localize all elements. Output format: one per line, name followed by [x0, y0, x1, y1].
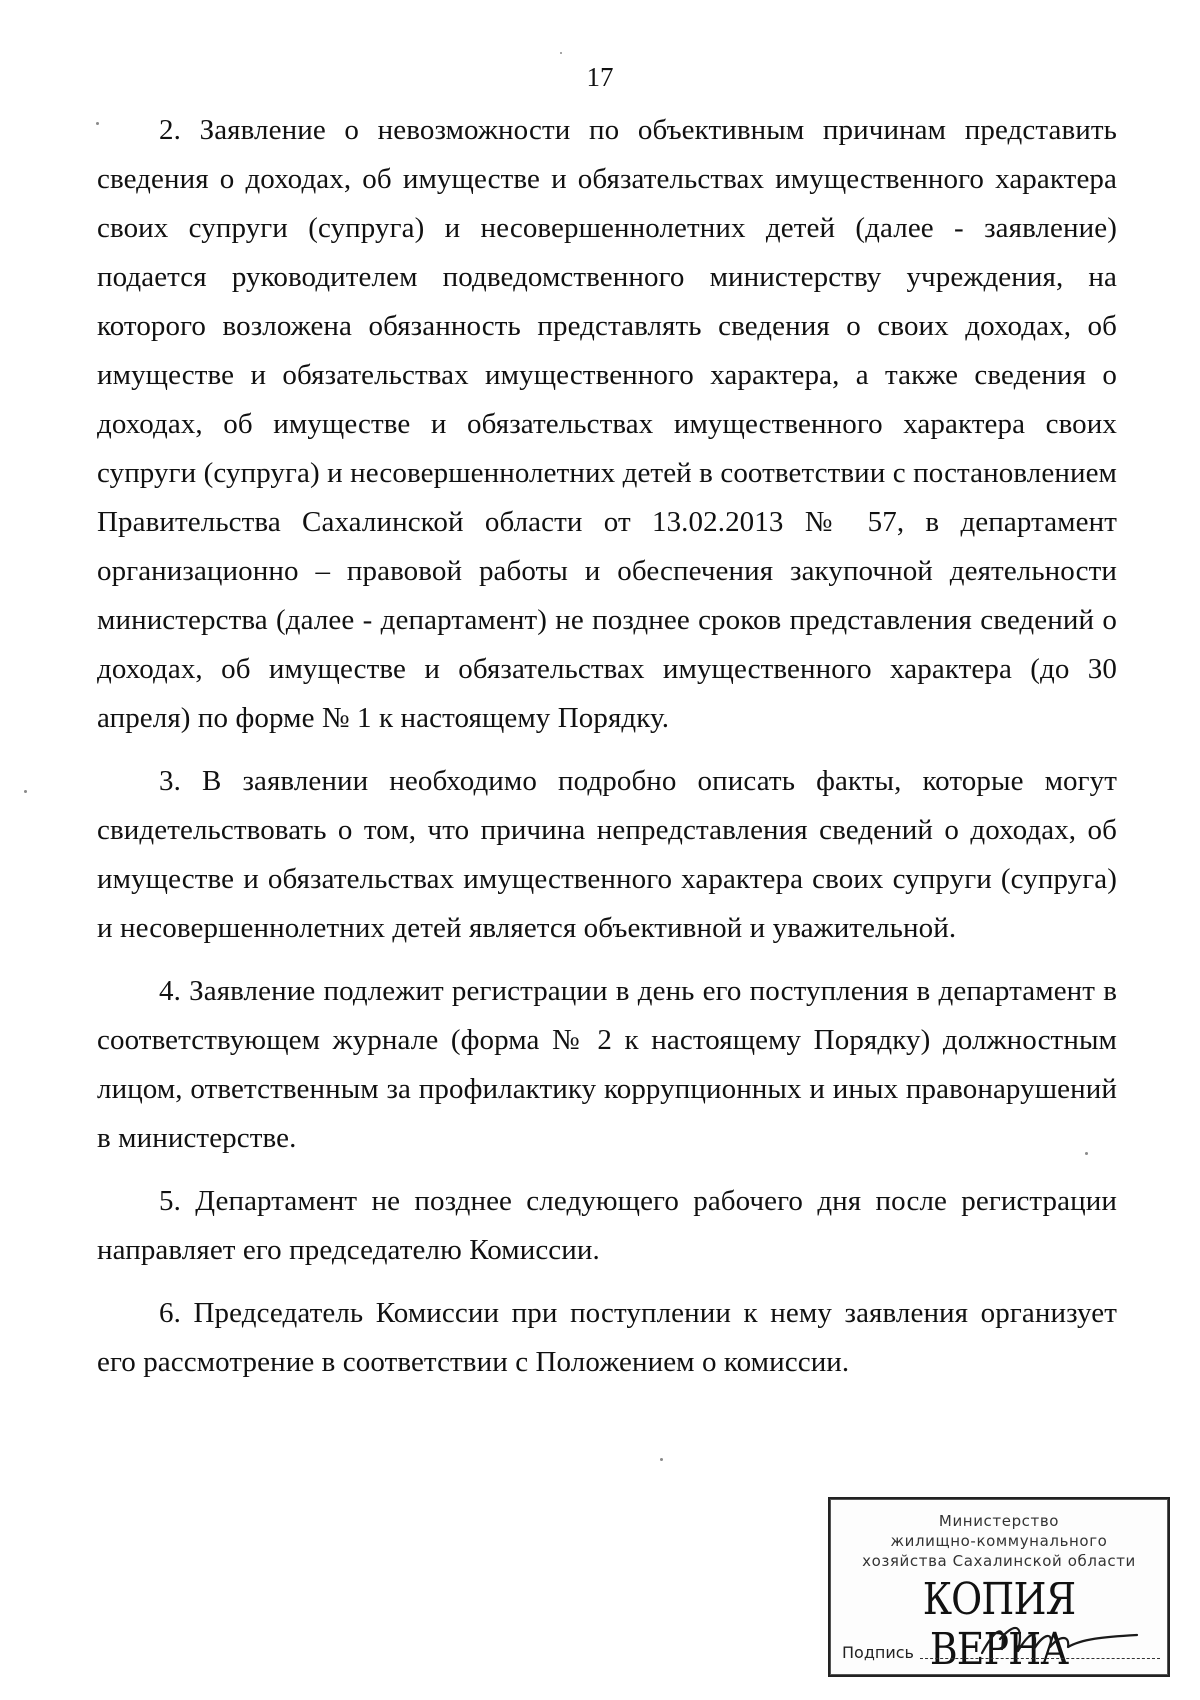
- stamp-title: КОПИЯ ВЕРНА: [922, 1574, 1076, 1675]
- copy-certification-stamp: [828, 1497, 1170, 1677]
- page-number: 17: [586, 62, 614, 92]
- paragraph-3: 3. В заявлении необходимо подробно описать факты, которые могут свидетельствовать о том, что причина непредставления сведений о доходах, об имуществе и обязательствах имущественного характера своих супруги (супруга) и несовершеннолетних детей является объективной и уважительной.: [97, 765, 1117, 944]
- paragraph-4: 4. Заявление подлежит регистрации в день его поступления в департамент в соответствующем журнале (форма № 2 к настоящему Порядку) должностным лицом, ответственным за профилактику коррупционных и иных правонарушений в министерстве.: [97, 975, 1117, 1154]
- document-body: [97, 106, 1117, 1401]
- scan-speck: [1085, 1152, 1088, 1155]
- scan-speck: [24, 790, 27, 793]
- stamp-ministry-line: Министерство: [938, 1512, 1060, 1530]
- stamp-signature-row: [842, 1627, 1160, 1663]
- handwritten-signature: [972, 1619, 1142, 1659]
- scan-speck: [560, 52, 562, 54]
- stamp-ministry-line: жилищно-коммунального: [890, 1532, 1108, 1550]
- paragraph-5: 5. Департамент не позднее следующего рабочего дня после регистрации направляет его председателю Комиссии.: [97, 1185, 1117, 1266]
- paragraph-2: 2. Заявление о невозможности по объективным причинам представить сведения о доходах, об имуществе и обязательствах имущественного характера своих супруги (супруга) и несовершеннолетних детей (далее - заявление) подается руководителем подведомственного министерству учреждения, на которого возложена обязанность представлять сведения о своих доходах, об имуществе и обязательствах имущественного характера, а также сведения о доходах, об имуществе и обязательствах имущественного характера своих супруги (супруга) и несовершеннолетних детей в соответствии с постановлением Правительства Сахалинской области от 13.02.2013 № 57, в департамент организационно – правовой работы и обеспечения закупочной деятельности министерства (далее - департамент) не позднее сроков представления сведений о доходах, об имуществе и обязательствах имущественного характера (до 30 апреля) по форме № 1 к настоящему Порядку.: [97, 114, 1117, 734]
- signature-label: Подпись: [842, 1643, 914, 1662]
- paragraph-6: 6. Председатель Комиссии при поступлении к нему заявления организует его рассмотрение в соответствии с Положением о комиссии.: [97, 1297, 1117, 1378]
- scan-speck: [96, 122, 99, 125]
- scan-speck: [660, 1458, 663, 1461]
- stamp-ministry-line: хозяйства Сахалинской области: [862, 1552, 1136, 1570]
